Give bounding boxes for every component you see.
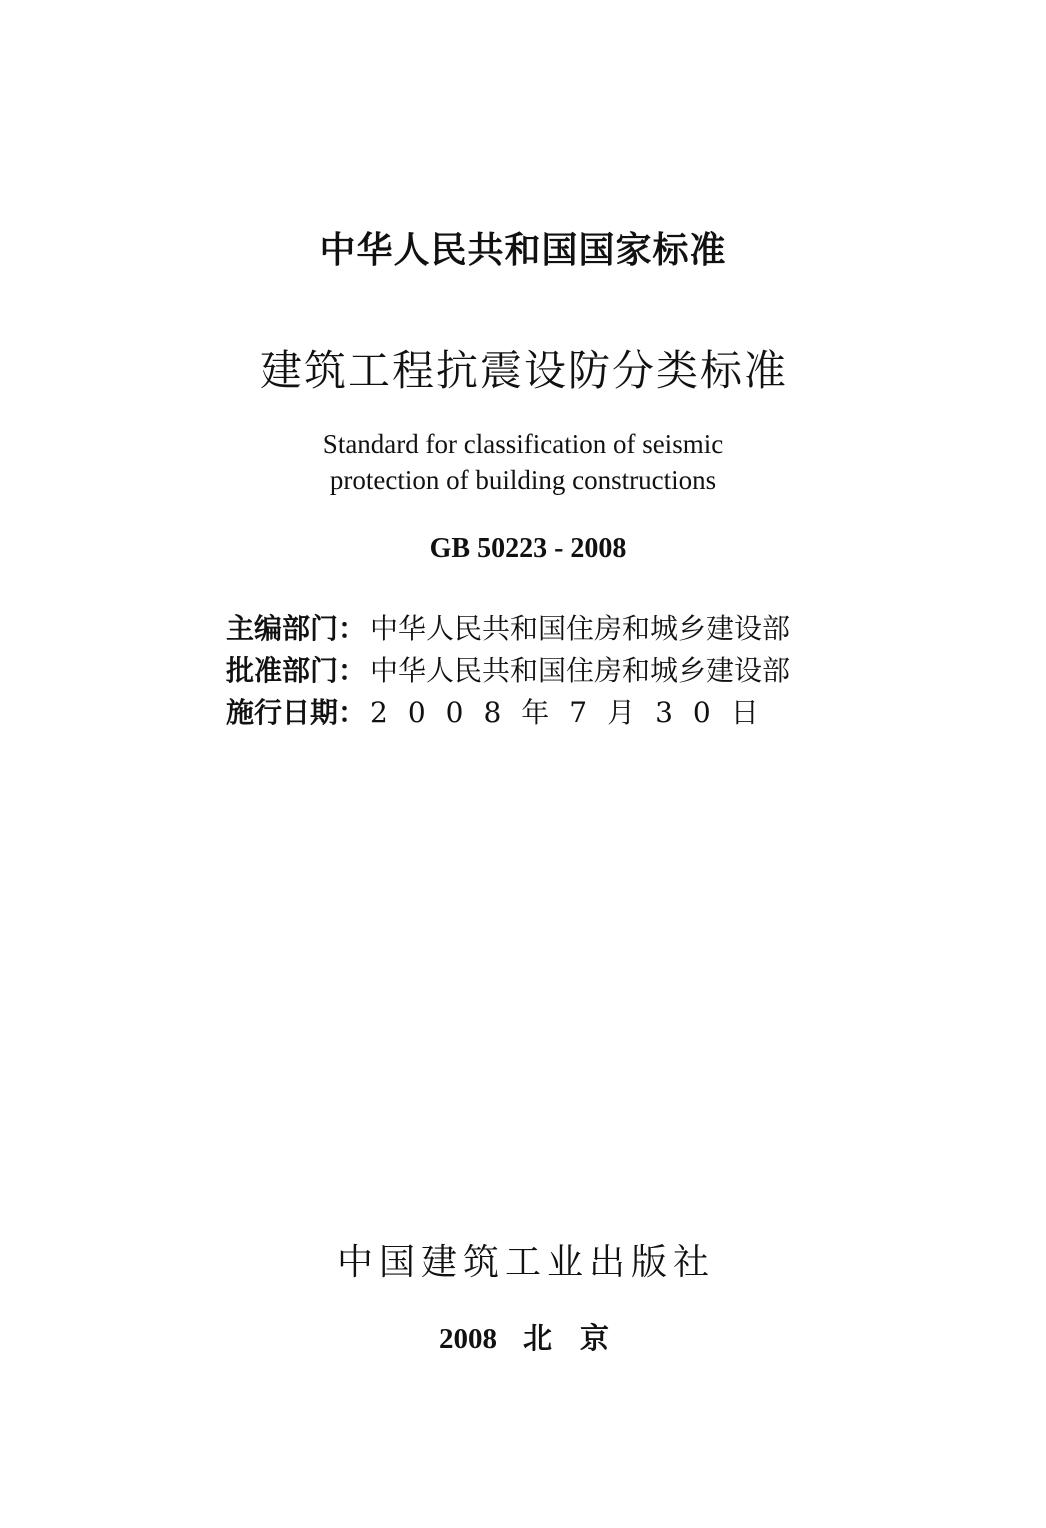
metadata-block <box>226 608 790 734</box>
editor-label: 主编部门 <box>226 612 339 645</box>
approver-value: 中华人民共和国住房和城乡建设部 <box>370 654 791 687</box>
approver-row <box>226 650 790 692</box>
english-title-line-2: protection of building constructions <box>329 465 717 495</box>
editor-value: 中华人民共和国住房和城乡建设部 <box>370 612 791 645</box>
approver-label: 批准部门 <box>226 654 339 687</box>
effective-date-value: 2008年7月30日 <box>370 696 779 729</box>
english-title-line-1: Standard for classification of seismic <box>322 429 724 459</box>
publication-year: 2008 <box>438 1323 497 1355</box>
effective-date-label: 施行日期 <box>226 696 339 729</box>
effective-date-colon: ： <box>338 696 367 729</box>
standard-code: GB 50223 - 2008 <box>429 533 627 564</box>
publication-line <box>30 1316 1046 1357</box>
editor-row <box>226 608 790 650</box>
approver-colon: ： <box>338 654 367 687</box>
publisher-name: 中国建筑工业出版社 <box>336 1242 715 1283</box>
editor-colon: ： <box>338 612 367 645</box>
publication-city: 北京 <box>522 1321 637 1355</box>
national-standard-heading: 中华人民共和国国家标准 <box>319 230 727 271</box>
chinese-title: 建筑工程抗震设防分类标准 <box>259 346 788 395</box>
effective-date-row <box>226 692 790 734</box>
english-title <box>0 426 1046 498</box>
